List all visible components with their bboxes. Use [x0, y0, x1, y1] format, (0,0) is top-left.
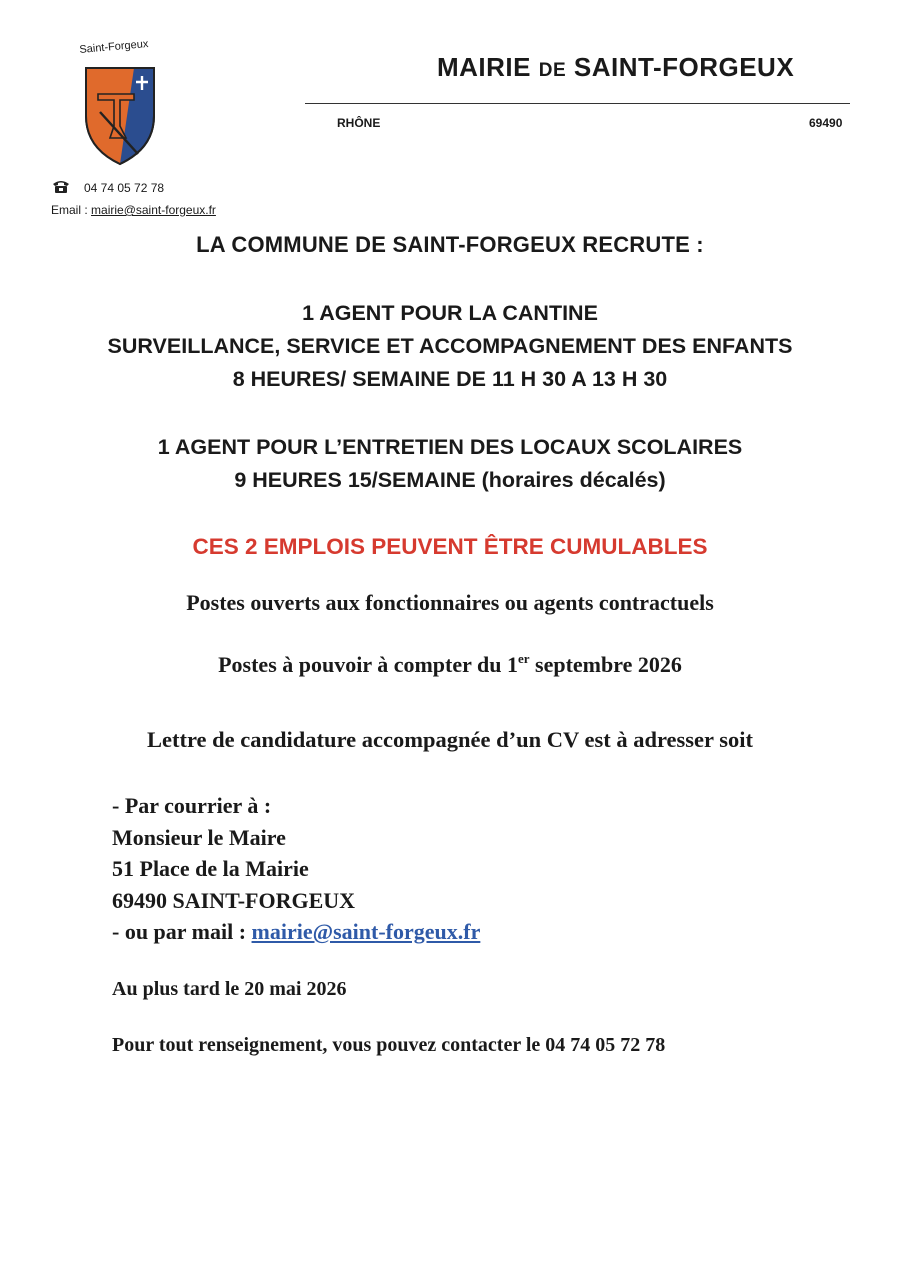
contact-info: Pour tout renseignement, vous pouvez contacter le 04 74 05 72 78 — [112, 1034, 666, 1056]
title-commune: SAINT-FORGEUX — [573, 52, 795, 82]
mail-link[interactable]: mairie@saint-forgeux.fr — [251, 919, 481, 944]
postcode: 69490 — [809, 116, 843, 130]
job-cantine-duties: SURVEILLANCE, SERVICE ET ACCOMPAGNEMENT DES ENFANTS — [107, 334, 793, 358]
header-email-link[interactable]: mairie@saint-forgeux.fr — [91, 203, 216, 217]
email-label: Email : — [51, 203, 88, 217]
department: RHÔNE — [337, 116, 381, 130]
email-line — [51, 203, 216, 217]
logo-caption: Saint-Forgeux — [78, 38, 149, 56]
mairie-title — [437, 52, 794, 83]
job-entretien-hours: 9 HEURES 15/SEMAINE (horaires décalés) — [234, 468, 666, 492]
headline: LA COMMUNE DE SAINT-FORGEUX RECRUTE : — [196, 232, 704, 257]
job-cantine-hours: 8 HEURES/ SEMAINE DE 11 H 30 A 13 H 30 — [232, 367, 668, 391]
header-divider — [305, 103, 850, 104]
open-positions-note: Postes ouverts aux fonctionnaires ou agents contractuels — [186, 590, 714, 615]
application-instructions: Lettre de candidature accompagnée d’un CV est à adresser soit — [146, 727, 753, 752]
job-cantine — [0, 297, 900, 396]
job-entretien-title: 1 AGENT POUR L’ENTRETIEN DES LOCAUX SCOLAIRES — [157, 435, 743, 459]
phone-number: 04 74 05 72 78 — [84, 181, 165, 195]
title-mairie: MAIRIE — [437, 52, 531, 82]
address-mail-line — [112, 916, 480, 948]
crest-logo — [84, 66, 156, 166]
start-date-sup: er — [517, 651, 530, 666]
address-mail-label: - ou par mail : — [112, 919, 252, 944]
postal-address — [112, 790, 480, 948]
job-cantine-title: 1 AGENT POUR LA CANTINE — [302, 301, 598, 325]
deadline: Au plus tard le 20 mai 2026 — [112, 978, 347, 1000]
phone-icon — [52, 179, 70, 193]
address-city: 69490 SAINT-FORGEUX — [112, 887, 356, 913]
cumulable-notice: CES 2 EMPLOIS PEUVENT ÊTRE CUMULABLES — [192, 534, 708, 559]
start-date-text: Postes à pouvoir à compter du 1 — [218, 652, 518, 677]
address-street: 51 Place de la Mairie — [112, 856, 309, 881]
title-de: DE — [538, 60, 567, 81]
start-date-month: septembre 2026 — [529, 652, 682, 677]
start-date — [0, 652, 900, 678]
address-courrier: - Par courrier à : — [112, 793, 272, 818]
address-recipient: Monsieur le Maire — [112, 824, 286, 850]
job-entretien — [0, 431, 900, 497]
